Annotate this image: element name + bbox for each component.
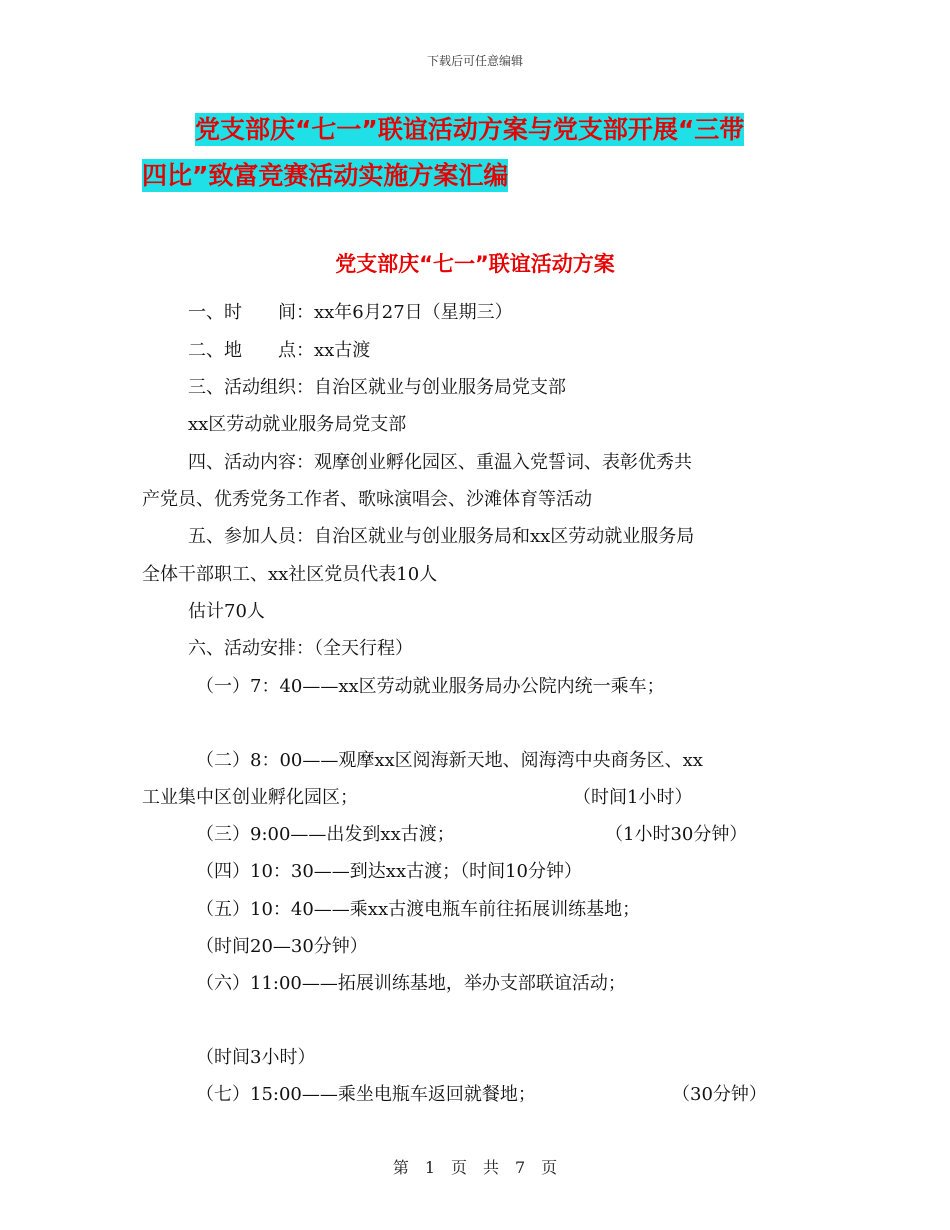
schedule-step-7: （七）15:00——乘坐电瓶车返回就餐地； xyxy=(196,1084,536,1105)
item-estimate: 估计70人 xyxy=(188,601,265,622)
item-content: 四、活动内容：观摩创业孵化园区、重温入党誓词、表彰优秀共 xyxy=(188,452,692,473)
schedule-step-2-duration: （时间1小时） xyxy=(573,787,693,808)
schedule-step-2-cont: 工业集中区创业孵化园区； xyxy=(142,787,358,808)
page-header-note: 下载后可任意编辑 xyxy=(426,54,523,68)
schedule-step-7-duration: （30分钟） xyxy=(672,1084,767,1105)
section-title: 党支部庆“七一”联谊活动方案 xyxy=(335,252,615,276)
schedule-step-5-duration: （时间20—30分钟） xyxy=(196,936,368,957)
item-participants: 五、参加人员：自治区就业与创业服务局和xx区劳动就业服务局 xyxy=(188,526,695,547)
item-organizer-cont: xx区劳动就业服务局党支部 xyxy=(188,414,407,435)
schedule-step-4: （四）10：30——到达xx古渡；（时间10分钟） xyxy=(196,861,583,882)
page-footer: 第 1 页 共 7 页 xyxy=(392,1158,558,1177)
item-place: 二、地 点：xx古渡 xyxy=(188,340,371,361)
schedule-step-3: （三）9:00——出发到xx古渡； xyxy=(196,824,455,845)
item-content-cont: 产党员、优秀党务工作者、歌咏演唱会、沙滩体育等活动 xyxy=(142,489,592,510)
item-participants-cont: 全体干部职工、xx社区党员代表10人 xyxy=(142,564,438,585)
document-title-line-1: 党支部庆“七一”联谊活动方案与党支部开展“三带 xyxy=(195,115,745,144)
schedule-step-1: （一）7：40——xx区劳动就业服务局办公院内统一乘车； xyxy=(196,676,665,697)
item-organizer: 三、活动组织：自治区就业与创业服务局党支部 xyxy=(188,377,566,398)
schedule-step-6-duration: （时间3小时） xyxy=(196,1047,316,1068)
item-schedule: 六、活动安排：（全天行程） xyxy=(188,638,413,659)
schedule-step-5: （五）10：40——乘xx古渡电瓶车前往拓展训练基地； xyxy=(196,899,641,920)
schedule-step-2: （二）8：00——观摩xx区阅海新天地、阅海湾中央商务区、xx xyxy=(196,750,703,771)
item-time: 一、时 间：xx年6月27日（星期三） xyxy=(188,302,513,323)
schedule-step-6: （六）11:00——拓展训练基地，举办支部联谊活动； xyxy=(196,973,626,994)
document-title-line-2: 四比”致富竞赛活动实施方案汇编 xyxy=(142,161,509,190)
schedule-step-3-duration: （1小时30分钟） xyxy=(605,824,748,845)
